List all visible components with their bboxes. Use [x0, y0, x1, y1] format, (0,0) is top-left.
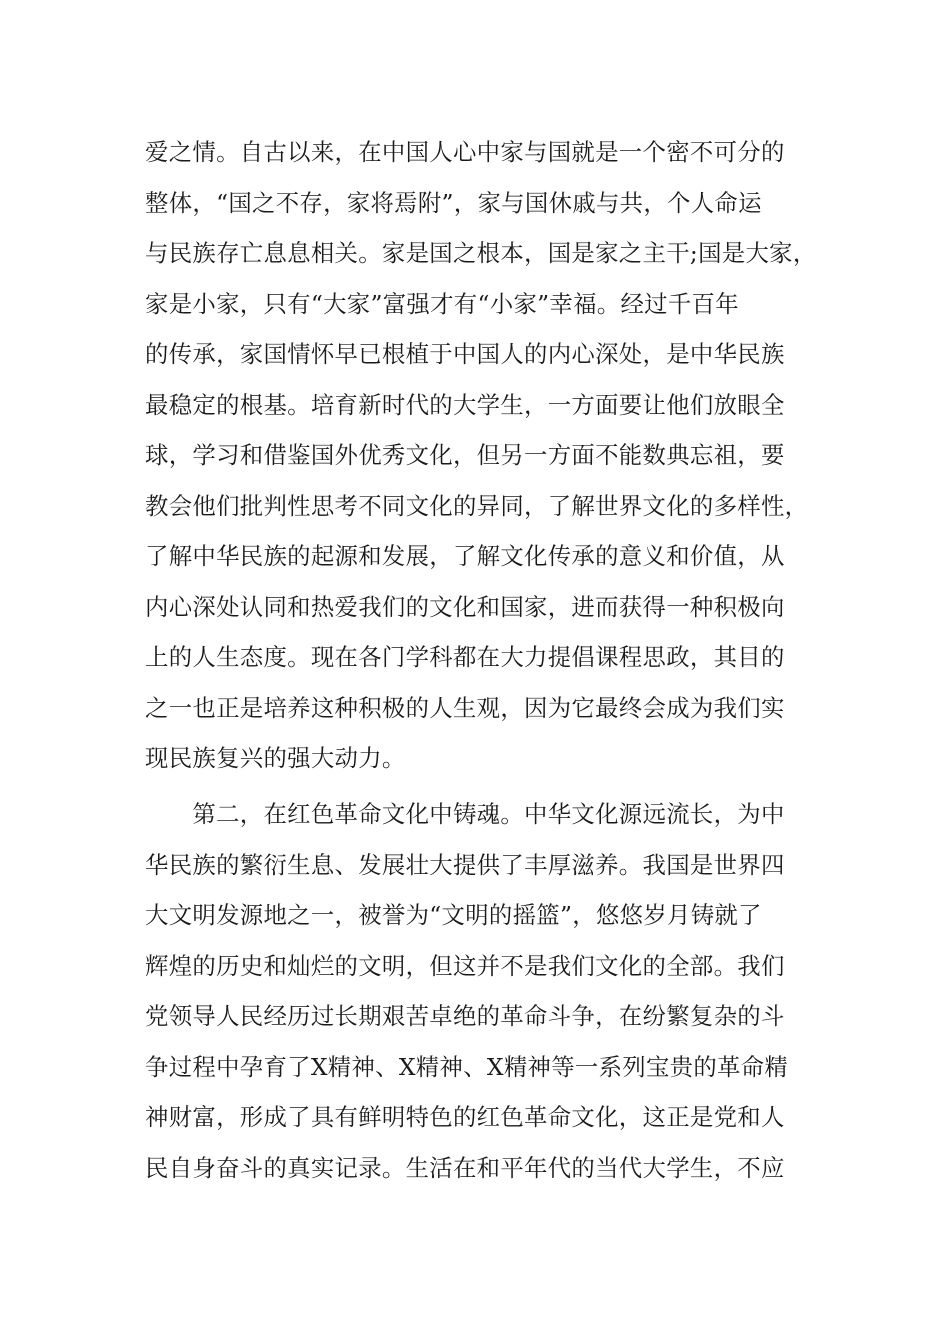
paragraph-line: 第二，在红色革命文化中铸魂。中华文化源远流长，为中 — [145, 800, 785, 828]
paragraph-line: 了解中华民族的起源和发展，了解文化传承的意义和价值，从 — [145, 542, 785, 570]
paragraph-line: 党领导人民经历过长期艰苦卓绝的革命斗争，在纷繁复杂的斗 — [145, 1002, 785, 1030]
paragraph-line: 与民族存亡息息相关。家是国之根本，国是家之主干;国是大家， — [145, 239, 817, 267]
paragraph-line: 爱之情。自古以来，在中国人心中家与国就是一个密不可分的 — [145, 138, 785, 166]
paragraph-line: 之一也正是培养这种积极的人生观，因为它最终会成为我们实 — [145, 693, 785, 722]
paragraph-line: 争过程中孕育了X精神、X精神、X精神等一系列宝贵的革命精 — [145, 1052, 789, 1081]
paragraph-1 — [145, 135, 825, 792]
paragraph-line: 教会他们批判性思考不同文化的异同，了解世界文化的多样性， — [145, 491, 809, 520]
paragraph-2 — [145, 797, 825, 1201]
paragraph-line: 球，学习和借鉴国外优秀文化，但另一方面不能数典忘祖，要 — [145, 441, 785, 469]
paragraph-line: 神财富，形成了具有鲜明特色的红色革命文化，这正是党和人 — [145, 1103, 785, 1131]
paragraph-line: 整体，“国之不存，家将焉附”，家与国休戚与共，个人命运 — [145, 188, 762, 217]
paragraph-line: 内心深处认同和热爱我们的文化和国家，进而获得一种积极向 — [145, 592, 785, 621]
paragraph-line: 现民族复兴的强大动力。 — [145, 744, 406, 772]
paragraph-line: 辉煌的历史和灿烂的文明，但这并不是我们文化的全部。我们 — [145, 951, 785, 980]
paragraph-line: 最稳定的根基。培育新时代的大学生，一方面要让他们放眼全 — [145, 390, 785, 419]
paragraph-line: 家是小家，只有“大家”富强才有“小家”幸福。经过千百年 — [145, 289, 739, 318]
paragraph-line: 大文明发源地之一，被誉为“文明的摇篮”，悠悠岁月铸就了 — [145, 901, 762, 929]
paragraph-line: 华民族的繁衍生息、发展壮大提供了丰厚滋养。我国是世界四 — [145, 850, 785, 879]
paragraph-line: 民自身奋斗的真实记录。生活在和平年代的当代大学生，不应 — [145, 1153, 785, 1182]
paragraph-line: 的传承，家国情怀早已根植于中国人的内心深处，是中华民族 — [145, 340, 785, 368]
paragraph-line: 上的人生态度。现在各门学科都在大力提倡课程思政，其目的 — [145, 643, 785, 671]
